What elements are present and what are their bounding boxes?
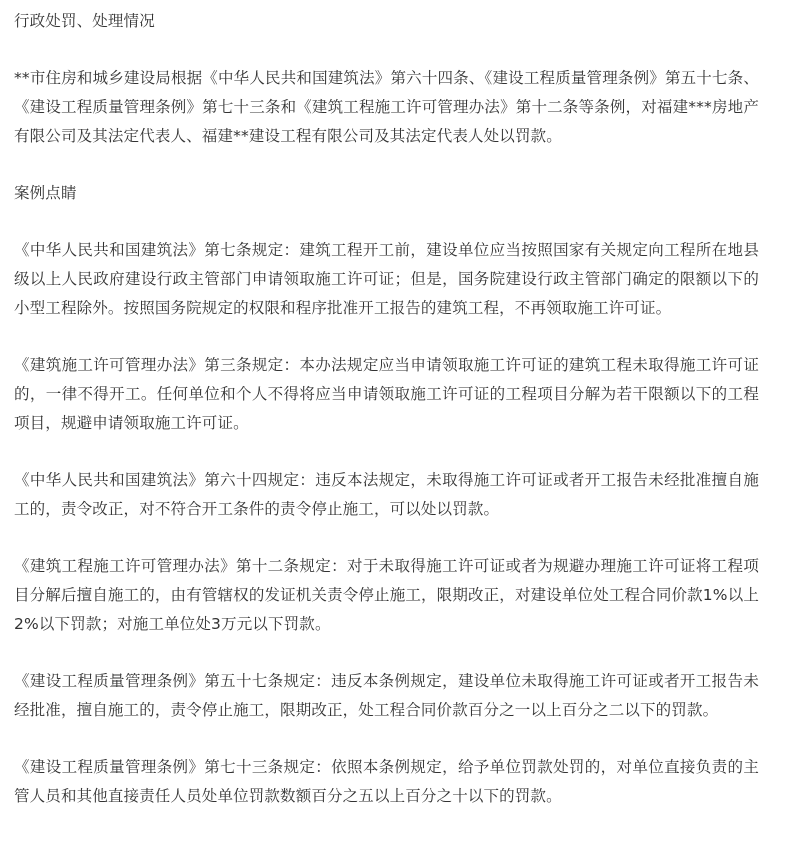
law-paragraph-permit-measures-art3: 《建筑施工许可管理办法》第三条规定：本办法规定应当申请领取施工许可证的建筑工程未取得施工许可证的，一律不得开工。任何单位和个人不得将应当申请领取施工许可证的工程项目分解为若干限额以下的工程项目，规避申请领取施工许可证。 xyxy=(14,356,759,432)
law-paragraph-permit-measures-art12: 《建筑工程施工许可管理办法》第十二条规定：对于未取得施工许可证或者为规避办理施工许可证将工程项目分解后擅自施工的，由有管辖权的发证机关责令停止施工，限期改正，对建设单位处工程合同价款1%以上2%以下罚款；对施工单位处3万元以下罚款。 xyxy=(14,557,759,633)
law-paragraph-quality-regulation-art57: 《建设工程质量管理条例》第五十七条规定：违反本条例规定，建设单位未取得施工许可证或者开工报告未经批准，擅自施工的，责令停止施工，限期改正，处工程合同价款百分之一以上百分之二以下的罚款。 xyxy=(14,672,759,719)
law-paragraph-quality-regulation-art73: 《建设工程质量管理条例》第七十三条规定：依照本条例规定，给予单位罚款处罚的，对单位直接负责的主管人员和其他直接责任人员处单位罚款数额百分之五以上百分之十以下的罚款。 xyxy=(14,758,759,805)
law-paragraph-construction-law-art64: 《中华人民共和国建筑法》第六十四规定：违反本法规定，未取得施工许可证或者开工报告未经批准擅自施工的，责令改正，对不符合开工条件的责令停止施工，可以处以罚款。 xyxy=(14,471,759,518)
section-heading: 行政处罚、处理情况 xyxy=(14,12,155,30)
case-heading: 案例点睛 xyxy=(14,184,77,202)
law-paragraph-construction-law-art7: 《中华人民共和国建筑法》第七条规定：建筑工程开工前，建设单位应当按照国家有关规定向工程所在地县级以上人民政府建设行政主管部门申请领取施工许可证；但是，国务院建设行政主管部门确定的限额以下的小型工程除外。按照国务院规定的权限和程序批准开工报告的建筑工程，不再领取施工许可证。 xyxy=(14,241,759,317)
penalty-paragraph: **市住房和城乡建设局根据《中华人民共和国建筑法》第六十四条、《建设工程质量管理条例》第五十七条、《建设工程质量管理条例》第七十三条和《建筑工程施工许可管理办法》第十二条等条例，对福建***房地产有限公司及其法定代表人、福建**建设工程有限公司及其法定代表人处以罚款。 xyxy=(14,69,759,145)
